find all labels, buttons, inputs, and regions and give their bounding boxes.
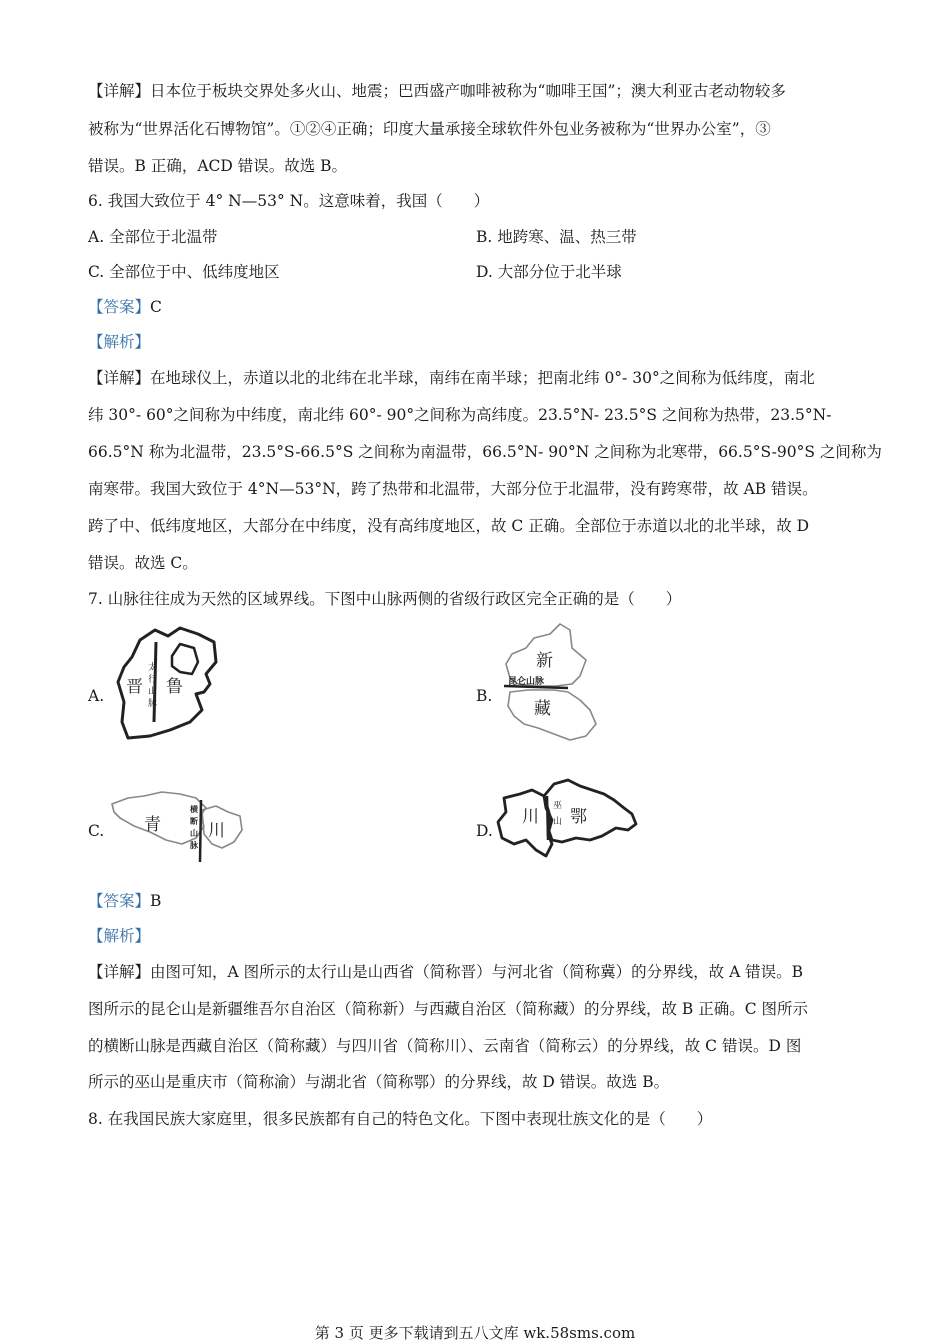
province-right-label: 鄂 [570, 807, 587, 827]
q5-detail-line-3: 错误。B 正确，ACD 错误。故选 B。 [88, 157, 348, 175]
answer-value: C [150, 298, 162, 316]
answer-tag: 【答案】 [88, 892, 151, 910]
mountain-char: 山 [148, 687, 158, 697]
page-footer: 第 3 页 更多下载请到五八文库 wk.58sms.com [314, 1324, 636, 1342]
q6-detail-line-4: 南寒带。我国大致位于 4°N—53°N，跨了热带和北温带，大部分位于北温带，没有跨寒带，故 AB 错误。 [88, 480, 818, 498]
q7-detail-text: 由图可知，A 图所示的太行山是山西省（简称晋）与河北省（简称冀）的分界线，故 A 错误。B [150, 963, 804, 981]
province-right-label: 鲁 [166, 677, 183, 697]
province-bottom-label: 藏 [534, 699, 551, 719]
q7-detail-line-3: 的横断山脉是西藏自治区（简称藏）与四川省（简称川）、云南省（简称云）的分界线，故 C 错误。D 图 [88, 1037, 802, 1055]
mountain-char: 行 [148, 675, 158, 685]
q7-detail-line-4: 所示的巫山是重庆市（简称渝）与湖北省（简称鄂）的分界线，故 D 错误。故选 B。 [88, 1073, 670, 1091]
q6-detail-text: 在地球仪上，赤道以北的北纬在北半球，南纬在南半球；把南北纬 0°- 30°之间称为低纬度，南北 [150, 369, 815, 387]
q6-option-d: D. 大部分位于北半球 [476, 263, 622, 281]
q7-option-a-label: A. [88, 687, 105, 705]
q7-option-d-map [496, 778, 640, 860]
q7-analysis-tag: 【解析】 [88, 927, 151, 945]
mountain-char: 断 [190, 816, 198, 826]
q5-detail-line-1 [88, 80, 786, 102]
mountain-char: 脉 [190, 840, 198, 850]
detail-tag: 【详解】 [88, 963, 151, 981]
q7-answer [88, 890, 161, 912]
detail-tag: 【详解】 [88, 82, 151, 100]
mountain-char: 横 [190, 804, 198, 814]
q7-option-d-label: D. [476, 822, 493, 840]
q6-option-c: C. 全部位于中、低纬度地区 [88, 263, 280, 281]
province-top-label: 新 [536, 651, 553, 671]
q6-analysis-tag: 【解析】 [88, 333, 151, 351]
mountain-char: 脉 [148, 699, 158, 709]
q7-option-c-label: C. [88, 822, 105, 840]
province-left-label: 晋 [126, 677, 143, 697]
mountain-label: 昆仑山脉 [508, 677, 545, 687]
q6-answer [88, 296, 162, 318]
detail-tag: 【详解】 [88, 369, 151, 387]
q5-detail-text: 日本位于板块交界处多火山、地震；巴西盛产咖啡被称为“咖啡王国”；澳大利亚古老动物较多 [150, 82, 786, 100]
q6-detail-line-6: 错误。故选 C。 [88, 554, 198, 572]
province-left-label: 青 [144, 815, 161, 835]
province-right-label: 川 [208, 821, 225, 841]
province-left-label: 川 [522, 807, 539, 827]
q6-stem: 6. 我国大致位于 4° N—53° N。这意味着，我国（ ） [88, 192, 490, 210]
q6-detail-line-2: 纬 30°- 60°之间称为中纬度，南北纬 60°- 90°之间称为高纬度。23.5°N- 23.5°S 之间称为热带，23.5°N- [88, 406, 832, 424]
q7-detail-line-2: 图所示的昆仑山是新疆维吾尔自治区（简称新）与西藏自治区（简称藏）的分界线，故 B 正确。C 图所示 [88, 1000, 809, 1018]
q7-option-c-map [108, 786, 248, 866]
q7-option-b-map [498, 620, 604, 742]
q6-detail-line-1 [88, 367, 815, 389]
mountain-char: 巫 [553, 801, 563, 811]
q7-detail-line-1 [88, 961, 803, 983]
answer-tag: 【答案】 [88, 298, 151, 316]
mountain-char: 山 [553, 817, 563, 827]
q7-option-a-map [110, 622, 222, 742]
q6-detail-line-3: 66.5°N 称为北温带，23.5°S-66.5°S 之间称为南温带，66.5°N- 90°N 之间称为北寒带，66.5°S-90°S 之间称为 [88, 443, 882, 461]
q7-option-b-label: B. [476, 687, 493, 705]
mountain-char: 山 [190, 828, 198, 838]
q6-option-a: A. 全部位于北温带 [88, 228, 218, 246]
q6-option-b: B. 地跨寒、温、热三带 [476, 228, 637, 246]
mountain-char: 太 [148, 663, 158, 673]
q7-stem: 7. 山脉往往成为天然的区域界线。下图中山脉两侧的省级行政区完全正确的是（ ） [88, 590, 682, 608]
answer-value: B [150, 892, 162, 910]
q8-stem: 8. 在我国民族大家庭里，很多民族都有自己的特色文化。下图中表现壮族文化的是（ ） [88, 1110, 713, 1128]
q6-detail-line-5: 跨了中、低纬度地区，大部分在中纬度，没有高纬度地区，故 C 正确。全部位于赤道以北的北半球，故 D [88, 517, 810, 535]
q5-detail-line-2: 被称为“世界活化石博物馆”。①②④正确；印度大量承接全球软件外包业务被称为“世界办公室”，③ [88, 120, 771, 138]
